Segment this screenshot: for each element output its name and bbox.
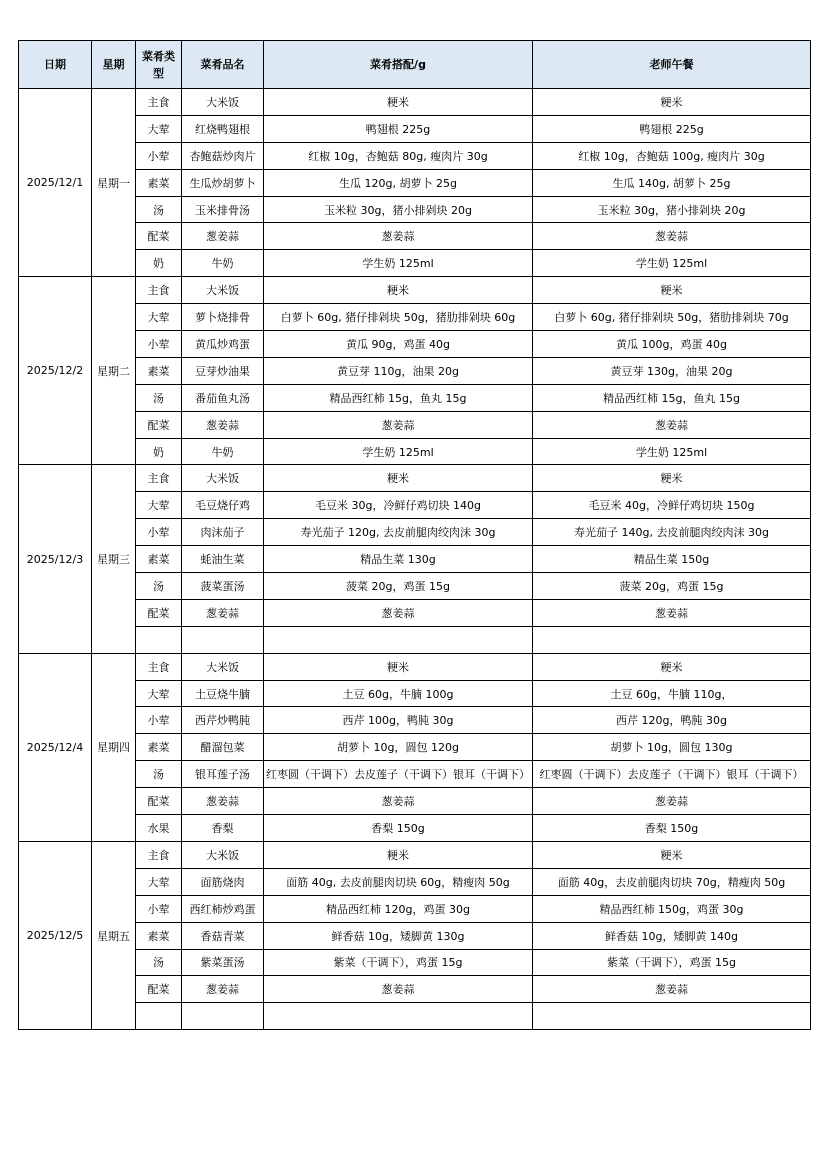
mix-cell: 白萝卜 60g, 猪仔排剁块 50g，猪肋排剁块 60g xyxy=(264,304,533,331)
type-cell: 大荤 xyxy=(136,492,182,519)
dish-cell: 玉米排骨汤 xyxy=(182,196,264,223)
type-cell: 小荤 xyxy=(136,519,182,546)
dish-cell xyxy=(182,1003,264,1030)
type-cell: 配菜 xyxy=(136,223,182,250)
teacher-cell: 寿光茄子 140g, 去皮前腿肉绞肉沫 30g xyxy=(533,519,811,546)
dish-cell xyxy=(182,626,264,653)
type-cell: 小荤 xyxy=(136,331,182,358)
teacher-cell: 菠菜 20g，鸡蛋 15g xyxy=(533,573,811,600)
table-row xyxy=(19,922,811,949)
mix-cell xyxy=(264,1003,533,1030)
header-date: 日期 xyxy=(19,41,92,89)
teacher-cell: 土豆 60g，牛腩 110g， xyxy=(533,680,811,707)
teacher-cell xyxy=(533,1003,811,1030)
weekday-cell: 星期二 xyxy=(92,277,136,465)
type-cell: 大荤 xyxy=(136,304,182,331)
type-cell: 主食 xyxy=(136,277,182,304)
teacher-cell: 葱姜蒜 xyxy=(533,788,811,815)
mix-cell: 菠菜 20g，鸡蛋 15g xyxy=(264,573,533,600)
table-row xyxy=(19,761,811,788)
teacher-cell: 粳米 xyxy=(533,277,811,304)
type-cell: 小荤 xyxy=(136,895,182,922)
table-row xyxy=(19,142,811,169)
teacher-cell: 面筋 40g，去皮前腿肉切块 70g，精瘦肉 50g xyxy=(533,868,811,895)
teacher-cell: 葱姜蒜 xyxy=(533,976,811,1003)
type-cell: 主食 xyxy=(136,89,182,116)
mix-cell: 土豆 60g，牛腩 100g xyxy=(264,680,533,707)
header-row xyxy=(19,41,811,89)
dish-cell: 面筋烧肉 xyxy=(182,868,264,895)
teacher-cell: 精品西红柿 15g，鱼丸 15g xyxy=(533,384,811,411)
weekday-cell: 星期三 xyxy=(92,465,136,653)
header-teacher: 老师午餐 xyxy=(533,41,811,89)
mix-cell: 红椒 10g，杏鲍菇 80g, 瘦肉片 30g xyxy=(264,142,533,169)
mix-cell: 鸭翅根 225g xyxy=(264,115,533,142)
type-cell: 素菜 xyxy=(136,357,182,384)
teacher-cell: 精品生菜 150g xyxy=(533,546,811,573)
table-row xyxy=(19,304,811,331)
table-row xyxy=(19,89,811,116)
teacher-cell: 黄豆芽 130g，油果 20g xyxy=(533,357,811,384)
table-row xyxy=(19,115,811,142)
header-type: 菜肴类型 xyxy=(136,41,182,89)
type-cell: 奶 xyxy=(136,250,182,277)
mix-cell: 西芹 100g，鸭肫 30g xyxy=(264,707,533,734)
header-weekday: 星期 xyxy=(92,41,136,89)
table-row xyxy=(19,492,811,519)
table-row xyxy=(19,653,811,680)
dish-cell: 香梨 xyxy=(182,815,264,842)
mix-cell: 精品西红柿 120g，鸡蛋 30g xyxy=(264,895,533,922)
table-row xyxy=(19,519,811,546)
mix-cell: 黄瓜 90g，鸡蛋 40g xyxy=(264,331,533,358)
table-row xyxy=(19,841,811,868)
mix-cell: 紫菜（干调下），鸡蛋 15g xyxy=(264,949,533,976)
menu-table xyxy=(18,40,811,1030)
table-row xyxy=(19,1003,811,1030)
table-row xyxy=(19,895,811,922)
mix-cell: 葱姜蒜 xyxy=(264,788,533,815)
dish-cell: 香菇青菜 xyxy=(182,922,264,949)
teacher-cell: 紫菜（干调下），鸡蛋 15g xyxy=(533,949,811,976)
date-cell: 2025/12/3 xyxy=(19,465,92,653)
dish-cell: 豆芽炒油果 xyxy=(182,357,264,384)
table-row xyxy=(19,734,811,761)
type-cell xyxy=(136,1003,182,1030)
mix-cell: 葱姜蒜 xyxy=(264,599,533,626)
header-mix: 菜肴搭配/g xyxy=(264,41,533,89)
type-cell: 主食 xyxy=(136,465,182,492)
type-cell: 素菜 xyxy=(136,169,182,196)
dish-cell: 黄瓜炒鸡蛋 xyxy=(182,331,264,358)
teacher-cell: 白萝卜 60g, 猪仔排剁块 50g，猪肋排剁块 70g xyxy=(533,304,811,331)
table-row xyxy=(19,331,811,358)
type-cell: 小荤 xyxy=(136,707,182,734)
type-cell: 主食 xyxy=(136,841,182,868)
mix-cell: 葱姜蒜 xyxy=(264,223,533,250)
type-cell: 主食 xyxy=(136,653,182,680)
type-cell: 汤 xyxy=(136,949,182,976)
teacher-cell: 生瓜 140g, 胡萝卜 25g xyxy=(533,169,811,196)
dish-cell: 红烧鸭翅根 xyxy=(182,115,264,142)
teacher-cell: 葱姜蒜 xyxy=(533,411,811,438)
teacher-cell: 鲜香菇 10g，矮脚黄 140g xyxy=(533,922,811,949)
mix-cell: 粳米 xyxy=(264,841,533,868)
date-cell: 2025/12/1 xyxy=(19,89,92,277)
mix-cell: 学生奶 125ml xyxy=(264,438,533,465)
table-body xyxy=(19,89,811,1030)
dish-cell: 萝卜烧排骨 xyxy=(182,304,264,331)
type-cell: 素菜 xyxy=(136,546,182,573)
dish-cell: 葱姜蒜 xyxy=(182,411,264,438)
dish-cell: 牛奶 xyxy=(182,438,264,465)
mix-cell: 鲜香菇 10g，矮脚黄 130g xyxy=(264,922,533,949)
date-cell: 2025/12/5 xyxy=(19,841,92,1029)
table-row xyxy=(19,465,811,492)
dish-cell: 大米饭 xyxy=(182,277,264,304)
dish-cell: 西芹炒鸭肫 xyxy=(182,707,264,734)
type-cell: 水果 xyxy=(136,815,182,842)
dish-cell: 杏鲍菇炒肉片 xyxy=(182,142,264,169)
mix-cell: 寿光茄子 120g, 去皮前腿肉绞肉沫 30g xyxy=(264,519,533,546)
table-row xyxy=(19,384,811,411)
table-row xyxy=(19,169,811,196)
mix-cell: 葱姜蒜 xyxy=(264,411,533,438)
dish-cell: 葱姜蒜 xyxy=(182,788,264,815)
mix-cell: 精品西红柿 15g，鱼丸 15g xyxy=(264,384,533,411)
teacher-cell: 粳米 xyxy=(533,89,811,116)
teacher-cell: 鸭翅根 225g xyxy=(533,115,811,142)
dish-cell: 银耳莲子汤 xyxy=(182,761,264,788)
dish-cell: 大米饭 xyxy=(182,841,264,868)
weekday-cell: 星期四 xyxy=(92,653,136,841)
date-cell: 2025/12/4 xyxy=(19,653,92,841)
table-row xyxy=(19,250,811,277)
mix-cell: 学生奶 125ml xyxy=(264,250,533,277)
teacher-cell: 葱姜蒜 xyxy=(533,223,811,250)
dish-cell: 肉沫茄子 xyxy=(182,519,264,546)
dish-cell: 紫菜蛋汤 xyxy=(182,949,264,976)
type-cell: 素菜 xyxy=(136,922,182,949)
dish-cell: 葱姜蒜 xyxy=(182,976,264,1003)
mix-cell: 毛豆米 30g，冷鲜仔鸡切块 140g xyxy=(264,492,533,519)
teacher-cell: 红椒 10g，杏鲍菇 100g, 瘦肉片 30g xyxy=(533,142,811,169)
table-row xyxy=(19,411,811,438)
table-row xyxy=(19,626,811,653)
table-row xyxy=(19,949,811,976)
dish-cell: 生瓜炒胡萝卜 xyxy=(182,169,264,196)
dish-cell: 葱姜蒜 xyxy=(182,223,264,250)
teacher-cell: 粳米 xyxy=(533,841,811,868)
teacher-cell: 精品西红柿 150g，鸡蛋 30g xyxy=(533,895,811,922)
mix-cell: 粳米 xyxy=(264,277,533,304)
table-row xyxy=(19,196,811,223)
dish-cell: 牛奶 xyxy=(182,250,264,277)
dish-cell: 大米饭 xyxy=(182,89,264,116)
dish-cell: 番茄鱼丸汤 xyxy=(182,384,264,411)
type-cell: 小荤 xyxy=(136,142,182,169)
mix-cell: 玉米粒 30g，猪小排剁块 20g xyxy=(264,196,533,223)
table-row xyxy=(19,438,811,465)
table-row xyxy=(19,546,811,573)
type-cell: 大荤 xyxy=(136,680,182,707)
type-cell: 大荤 xyxy=(136,868,182,895)
table-row xyxy=(19,707,811,734)
type-cell: 汤 xyxy=(136,196,182,223)
type-cell: 汤 xyxy=(136,761,182,788)
mix-cell: 葱姜蒜 xyxy=(264,976,533,1003)
teacher-cell: 玉米粒 30g，猪小排剁块 20g xyxy=(533,196,811,223)
teacher-cell: 葱姜蒜 xyxy=(533,599,811,626)
teacher-cell: 香梨 150g xyxy=(533,815,811,842)
weekday-cell: 星期五 xyxy=(92,841,136,1029)
teacher-cell: 学生奶 125ml xyxy=(533,250,811,277)
type-cell: 大荤 xyxy=(136,115,182,142)
teacher-cell: 学生奶 125ml xyxy=(533,438,811,465)
type-cell: 汤 xyxy=(136,384,182,411)
dish-cell: 毛豆烧仔鸡 xyxy=(182,492,264,519)
dish-cell: 葱姜蒜 xyxy=(182,599,264,626)
type-cell: 汤 xyxy=(136,573,182,600)
mix-cell: 红枣圆（干调下）去皮莲子（干调下）银耳（干调下） xyxy=(264,761,533,788)
mix-cell: 粳米 xyxy=(264,89,533,116)
date-cell: 2025/12/2 xyxy=(19,277,92,465)
type-cell: 配菜 xyxy=(136,599,182,626)
table-row xyxy=(19,573,811,600)
mix-cell: 精品生菜 130g xyxy=(264,546,533,573)
table-header xyxy=(19,41,811,89)
table-row xyxy=(19,680,811,707)
teacher-cell: 西芹 120g，鸭肫 30g xyxy=(533,707,811,734)
type-cell: 配菜 xyxy=(136,976,182,1003)
mix-cell: 面筋 40g, 去皮前腿肉切块 60g，精瘦肉 50g xyxy=(264,868,533,895)
header-dish: 菜肴品名 xyxy=(182,41,264,89)
weekday-cell: 星期一 xyxy=(92,89,136,277)
dish-cell: 醋溜包菜 xyxy=(182,734,264,761)
teacher-cell: 红枣圆（干调下）去皮莲子（干调下）银耳（干调下） xyxy=(533,761,811,788)
type-cell: 素菜 xyxy=(136,734,182,761)
table-row xyxy=(19,868,811,895)
table-row xyxy=(19,815,811,842)
mix-cell: 香梨 150g xyxy=(264,815,533,842)
dish-cell: 菠菜蛋汤 xyxy=(182,573,264,600)
type-cell xyxy=(136,626,182,653)
dish-cell: 大米饭 xyxy=(182,465,264,492)
mix-cell: 黄豆芽 110g，油果 20g xyxy=(264,357,533,384)
mix-cell: 粳米 xyxy=(264,465,533,492)
teacher-cell: 毛豆米 40g，冷鲜仔鸡切块 150g xyxy=(533,492,811,519)
type-cell: 配菜 xyxy=(136,411,182,438)
table-row xyxy=(19,599,811,626)
table-row xyxy=(19,976,811,1003)
teacher-cell: 黄瓜 100g，鸡蛋 40g xyxy=(533,331,811,358)
type-cell: 奶 xyxy=(136,438,182,465)
teacher-cell: 粳米 xyxy=(533,653,811,680)
dish-cell: 土豆烧牛腩 xyxy=(182,680,264,707)
table-row xyxy=(19,788,811,815)
teacher-cell: 胡萝卜 10g，圆包 130g xyxy=(533,734,811,761)
teacher-cell xyxy=(533,626,811,653)
dish-cell: 西红柿炒鸡蛋 xyxy=(182,895,264,922)
teacher-cell: 粳米 xyxy=(533,465,811,492)
table-row xyxy=(19,223,811,250)
dish-cell: 蚝油生菜 xyxy=(182,546,264,573)
mix-cell: 生瓜 120g, 胡萝卜 25g xyxy=(264,169,533,196)
mix-cell: 胡萝卜 10g，圆包 120g xyxy=(264,734,533,761)
table-row xyxy=(19,357,811,384)
mix-cell xyxy=(264,626,533,653)
mix-cell: 粳米 xyxy=(264,653,533,680)
table-row xyxy=(19,277,811,304)
type-cell: 配菜 xyxy=(136,788,182,815)
dish-cell: 大米饭 xyxy=(182,653,264,680)
